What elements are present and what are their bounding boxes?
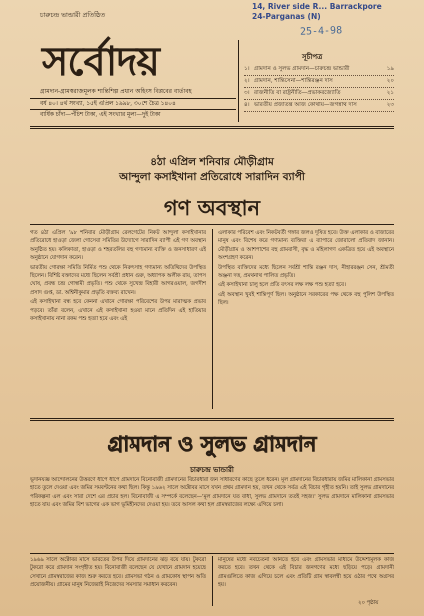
paragraph: ১৯৬৯ সালে অক্টোবর মাসে ভারতের উপর দিয়ে গ্রামদানের ঝড় বয়ে যায়। টুকরো টুকরো করে গ্রামদান সংগৃহীত হয়। বিনোবাজী বলেছেন যে যেখানে গ্রামদান হয়েছে সেখানে গ্রামস্বরাজের কাজ শুরু করতে হবে। গ্রামসভা গঠন ও গ্রামকোষ স্থাপন অতি প্রয়োজনীয়। গ্রামের মানুষ নিজেরাই নিজেদের সমস্যার সমাধান করবেন। [30,557,206,589]
toc-item [244,76,394,88]
toc-item-page: ২০ [386,78,394,84]
toc-item [244,100,394,112]
toc-item-text: গ্রামদান, শান্তিসেনা—শান্তিরঞ্জন দাস [254,78,333,84]
masthead-tagline: গ্রামদান-গ্রামস্বরাজমূলক শান্তিশিল্প প্রধান অহিংস বিপ্লবের বার্তাবহ [40,88,192,95]
issue-info: বর্ষ ৪০। ৪র্থ সংখ্যা, ১৫ই এপ্রিল ১৯৯৮, ৩০শে চৈত্র ১৪০৪ [40,101,176,107]
paragraph: এই কসাইখানা চালু হলে প্রতি বৎসর লক্ষ লক্ষ পশু হত্যা হবে। [218,282,346,289]
handwritten-date: 25-4-98 [299,25,343,38]
article-title: গণ অবস্থান [163,195,261,220]
continued-marker: ২০ পৃষ্ঠায় [358,600,379,606]
column-divider [212,229,213,409]
toc-item-number: ৩। [244,90,250,96]
stamp-line-1: 14, River side R... Barrackpore [252,2,382,11]
headline-line-1: ৪ঠা এপ্রিল শনিবার মৌড়ীগ্রাম [150,156,274,168]
article-column-right [218,229,394,409]
section-title: গ্রামদান ও সুলভ গ্রামদান [107,431,317,456]
article2-column-left [30,556,206,606]
article-column-left [30,229,206,409]
article2-column-right [218,556,394,598]
headline-line-2: আন্দুলা কসাইখানা প্রতিরোধে সারাদিন ব্যাপী [119,171,305,183]
paragraph: উপস্থিত ব্যক্তিদের মধ্যে ছিলেন সর্বশ্রী শান্তি রঞ্জন দাস, নীহাররঞ্জন সেন, শ্রীমতী অঞ্জনা দত্ত, প্রমথনাথ পালিত প্রভৃতি। [218,264,394,280]
toc-item-text: রাজনীতি বা রাষ্ট্রনীতি—প্রভাকরজ্যোতি [254,90,341,96]
divider [30,128,394,129]
column-divider [238,40,239,122]
stamp-line-2: 24-Parganas (N) [252,12,321,21]
toc-item-number: ২। [244,78,250,84]
toc-item-page: ১৯ [386,66,394,72]
toc-item-number: ১। [244,66,250,72]
paragraph: মানুষের মধ্যে নবচেতনা আনতে হবে এবং গ্রামসভার মাধ্যমে উদ্দেশ্যমূলক কাজ করতে হবে। তখন থেকে এই বিচার জনগণের মধ্যে ছড়িয়ে পড়ে। গ্রামদানী গ্রামগুলিতে কাজ এগিয়ে চলে এবং প্রতিটি গ্রাম স্বাবলম্বী হয়ে ওঠার পথে অগ্রসর হয়। [218,557,394,589]
article-intro [30,476,394,550]
paragraph: এই অবস্থান খুবই শান্তিপূর্ণ ছিল। অনুষ্ঠানে সরকারের পক্ষ থেকে বহু পুলিশ উপস্থিত ছিল। [218,291,394,307]
divider [30,109,236,110]
divider [30,418,394,419]
paragraph: গত ৪ঠা এপ্রিল '৯৮ শনিবার মৌড়ীগ্রাম রেলগেটের নিকট আন্দুলা কসাইখানার প্রতিরোধে হাওড়া জেলা গোসেবা সমিতির উদ্যোগে সারাদিন ব্যাপী এই গণ অবস্থান অনুষ্ঠিত হয়। কলিকাতা, হাওড়া ও শহরতলির বহু গণ্যমান্য ব্যক্তি ও জনসাধারণ এই অনুষ্ঠানে যোগদান করেন। [30,230,206,262]
divider [30,98,236,99]
paragraph: এলাকার পরিবেশ এবং নিকটবর্তী গঙ্গার জলও দূষিত হবে। উক্ত এলাকার ও বাজারের মানুষ এবং বিশেষ করে গণ্যমান্য ব্যক্তিরা এ ব্যাপারে জোরালো প্রতিবাদ জানান। মৌড়ীগ্রাম ও আশপাশের বহু গ্রামবাসী, বৃদ্ধ ও মহিলাগণ একত্রিত হয়ে এই অবস্থানে অংশগ্রহণ করেন। [218,230,394,262]
table-of-contents [244,64,394,112]
divider [30,126,394,127]
divider [30,224,394,225]
toc-item [244,64,394,76]
article-author: চারুচন্দ্র ভান্ডারী [190,465,234,474]
editor-line: চারুচন্দ্র ভান্ডারী প্রতিষ্ঠিত [40,11,106,19]
column-divider [212,556,213,606]
paragraph: এই কসাইখানা বন্ধ হবে কেননা এখানে গোরক্ষা পরিবেশের উপর মারাত্মক প্রভাব পড়বে। তাঁরা বলেন, এখানে এই কসাইখানা হওয়া মানে প্রতিদিন এই হাতিয়ার কসাইখানায় নানা রকম পশু হত্যা হবে এবং এই [30,299,206,323]
toc-title: সূচীপত্র [302,52,323,61]
toc-item-page: ২১ [386,90,394,96]
divider [30,420,394,421]
subscription-info: বার্ষিক চাঁদা—পঁচিশ টাকা, এই সংখ্যার মূল্য—দুই টাকা [40,112,161,118]
masthead-title: সর্বোদয় [42,38,159,85]
toc-item-page: ২৩ [386,102,394,108]
toc-item-number: ৪। [244,102,250,108]
paragraph: ভূদানযজ্ঞ আন্দোলনের উত্তরণে ধাপে ধাপে গ্রামদানে বিনোবাজী গ্রামদানের বিচারধারা জন সাধারণের কাছে তুলে ধরেন। মূল গ্রামদানের বিচারধারায় জমির মালিকানা গ্রামসভার হাতে তুলে দেওয়া এবং জমির সমবণ্টনের কথা ছিল। কিন্তু ১৯৬২ সালে অক্টোবর মাসে যখন প্রথম গ্রামদান হয়, তখন থেকে সর্বত্র এই বিচার গৃহীত হয়নি। তাই সুলভ গ্রামদানের পরিকল্পনা এল এবং সারা দেশে এর প্রচার হল। বিনোবাজী এ সম্পর্কে বলেছেন—'মূল গ্রামদানে যত বাধা, সুলভ গ্রামদানে ততই সহজ।' সুলভ গ্রামদানে মালিকানা গ্রামসভার হাতে যায় এবং জমির বিশ ভাগের এক ভাগ ভূমিহীনদের দেওয়া হয়। তবে আসল কথা হল গ্রামস্বরাজের লক্ষ্যে এগিয়ে চলা। [30,477,394,509]
divider [30,553,394,554]
paragraph: ভারতীয় গোরক্ষা সমিতি নির্মিত পশু থেকে নিরুৎসাহ গণ্যমান্য অতিথিদের উপস্থিত ছিলেন। বিশিষ্ট বক্তাদের মধ্যে ছিলেন সর্বশ্রী প্রধান গুরু, অধ্যাপক অলীক রায়, তাপস ঘোষ, প্রবন্ধ চন্দ্র গোস্বামী প্রভৃতি। পশু থেকে সুখেন্দ্র বিহারী আগরওয়াল, জগদীশ প্রসাদ গুপ্ত, ডা. অশ্বিনীকুমার প্রভৃতি বক্তব্য রাখেন। [30,264,206,296]
toc-item [244,88,394,100]
address-stamp [252,2,422,22]
toc-item-text: ভারতীয় প্রজাতন্ত্র আজ কোথায়—জগন্নাথ দাস [254,102,357,108]
toc-item-text: গ্রামদান ও সুলভ গ্রামদান—চারুচন্দ্র ভান্ডারী [254,66,350,72]
